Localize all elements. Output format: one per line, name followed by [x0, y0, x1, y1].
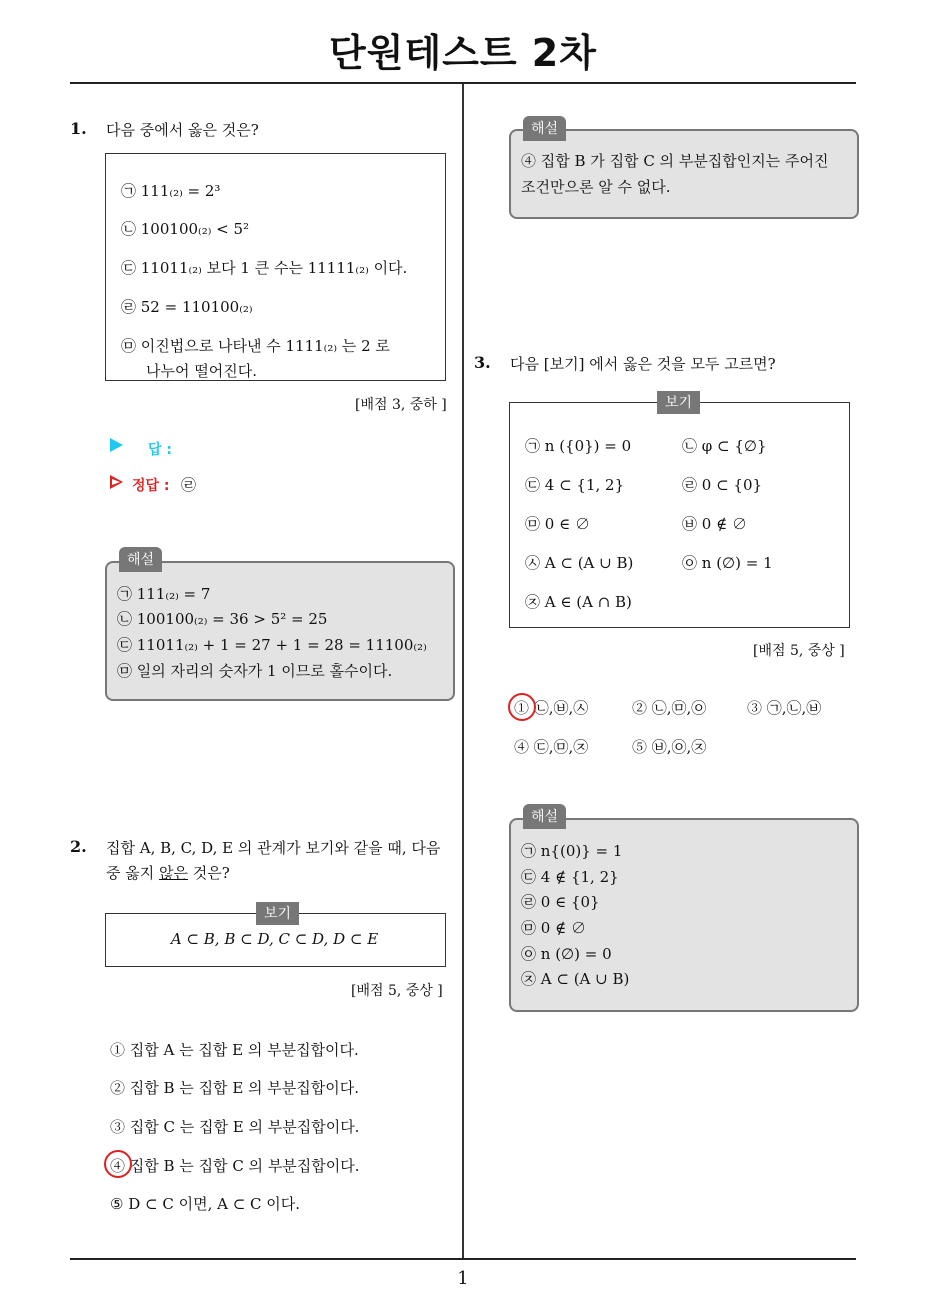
q3-choice[interactable]: ① ㉡,㉥,㉦ — [514, 699, 589, 717]
q3-bogi-item: ㉡ φ ⊂ {∅} — [682, 437, 767, 455]
q1-item: 나누어 떨어진다. — [146, 362, 257, 380]
q2-question-line2 — [106, 862, 230, 883]
answer-arrow-icon — [110, 438, 123, 452]
q3-expl-line: ㉧ n (∅) = 0 — [521, 945, 612, 963]
q3-bogi-item: ㉨ A ∈ (A ∩ B) — [525, 593, 632, 611]
q3-expl-line: ㉨ A ⊂ (A ∪ B) — [521, 970, 630, 988]
q3-choice[interactable]: ② ㉡,㉤,㉧ — [632, 699, 707, 717]
q3-bogi-label: 보기 — [657, 391, 700, 414]
correct-arrow-inner — [112, 479, 120, 485]
q3-bogi-item: ㉣ 0 ⊂ {0} — [682, 476, 763, 494]
q2-choice[interactable]: ① 집합 A 는 집합 E 의 부분집합이다. — [110, 1041, 359, 1059]
q3-bogi-item: ㉥ 0 ∉ ∅ — [682, 515, 747, 533]
q2-question-part: 중 옳지 — [106, 864, 160, 882]
q2-bogi-label: 보기 — [256, 902, 299, 925]
q1-number: 1. — [70, 119, 87, 138]
q2-expl-line: ④ 집합 B 가 집합 C 의 부분집합인지는 주어진 — [521, 152, 829, 170]
q2-choice[interactable]: ④ 집합 B 는 집합 C 의 부분집합이다. — [110, 1157, 360, 1175]
q2-bogi-text: A ⊂ B, B ⊂ D, C ⊂ D, D ⊂ E — [170, 930, 379, 948]
q3-answer-mark — [508, 693, 536, 721]
q3-choice[interactable]: ④ ㉢,㉤,㉨ — [514, 738, 589, 756]
q2-number: 2. — [70, 837, 87, 856]
q3-expl-line: ㉢ 4 ∉ {1, 2} — [521, 868, 619, 886]
q2-choice[interactable]: ② 집합 B 는 집합 E 의 부분집합이다. — [110, 1079, 359, 1097]
q3-bogi-item: ㉤ 0 ∈ ∅ — [525, 515, 590, 533]
q1-expl-line: ㉢ 11011₍₂₎ + 1 = 27 + 1 = 28 = 11100₍₂₎ — [117, 636, 427, 654]
q3-bogi-item: ㉧ n (∅) = 1 — [682, 554, 773, 572]
q2-question-part: 것은? — [188, 864, 230, 882]
q1-expl-line: ㉤ 일의 자리의 숫자가 1 이므로 홀수이다. — [117, 662, 393, 680]
page-number: 1 — [457, 1268, 469, 1289]
q2-choice[interactable]: ⑤ D ⊂ C 이면, A ⊂ C 이다. — [110, 1195, 301, 1213]
q3-bogi-item: ㉢ 4 ⊂ {1, 2} — [525, 476, 625, 494]
q3-choice[interactable]: ⑤ ㉥,㉧,㉨ — [632, 738, 707, 756]
q1-answer-label: 답 : — [148, 442, 172, 458]
q3-bogi-item: ㉠ n ({0}) = 0 — [525, 437, 632, 455]
q2-expl-line: 조건만으론 알 수 없다. — [521, 178, 671, 196]
q2-choice[interactable]: ③ 집합 C 는 집합 E 의 부분집합이다. — [110, 1118, 360, 1136]
q1-expl-line: ㉠ 111₍₂₎ = 7 — [117, 585, 211, 603]
q2-explanation-label: 해설 — [523, 116, 566, 141]
q1-item: ㉢ 11011₍₂₎ 보다 1 큰 수는 11111₍₂₎ 이다. — [121, 259, 408, 277]
q2-score: [배점 5, 중상 ] — [351, 983, 443, 999]
q3-bogi-item: ㉦ A ⊂ (A ∪ B) — [525, 554, 634, 572]
q3-choice[interactable]: ③ ㉠,㉡,㉥ — [747, 699, 822, 717]
q1-item: ㉤ 이진법으로 나타낸 수 1111₍₂₎ 는 2 로 — [121, 337, 390, 355]
q2-answer-mark — [104, 1150, 132, 1178]
q3-question: 다음 [보기] 에서 옳은 것을 모두 고르면? — [510, 355, 776, 373]
q1-expl-line: ㉡ 100100₍₂₎ = 36 > 5² = 25 — [117, 610, 328, 628]
q2-question-line1: 집합 A, B, C, D, E 의 관계가 보기와 같을 때, 다음 — [106, 839, 441, 857]
q1-item: ㉣ 52 = 110100₍₂₎ — [121, 298, 253, 316]
q1-score: [배점 3, 중하 ] — [355, 397, 447, 413]
q1-correct-value: ㉣ — [181, 476, 197, 494]
q1-item: ㉠ 111₍₂₎ = 2³ — [121, 182, 221, 200]
q3-explanation-label: 해설 — [523, 804, 566, 829]
footer-rule — [70, 1258, 856, 1260]
page-title: 단원테스트 2차 — [329, 31, 597, 75]
q1-correct-label: 정답 : — [132, 478, 170, 494]
q1-explanation-label: 해설 — [119, 547, 162, 572]
q3-expl-line: ㉠ n{(0)} = 1 — [521, 842, 623, 860]
q2-explanation-box — [509, 129, 859, 219]
column-divider — [462, 84, 464, 1258]
q2-question-underlined: 않은 — [159, 864, 188, 882]
q3-expl-line: ㉤ 0 ∉ ∅ — [521, 919, 586, 937]
q1-item: ㉡ 100100₍₂₎ < 5² — [121, 220, 250, 238]
q3-score: [배점 5, 중상 ] — [753, 643, 845, 659]
q3-expl-line: ㉣ 0 ∈ {0} — [521, 893, 600, 911]
q3-number: 3. — [474, 353, 491, 372]
q1-question: 다음 중에서 옳은 것은? — [106, 121, 259, 139]
